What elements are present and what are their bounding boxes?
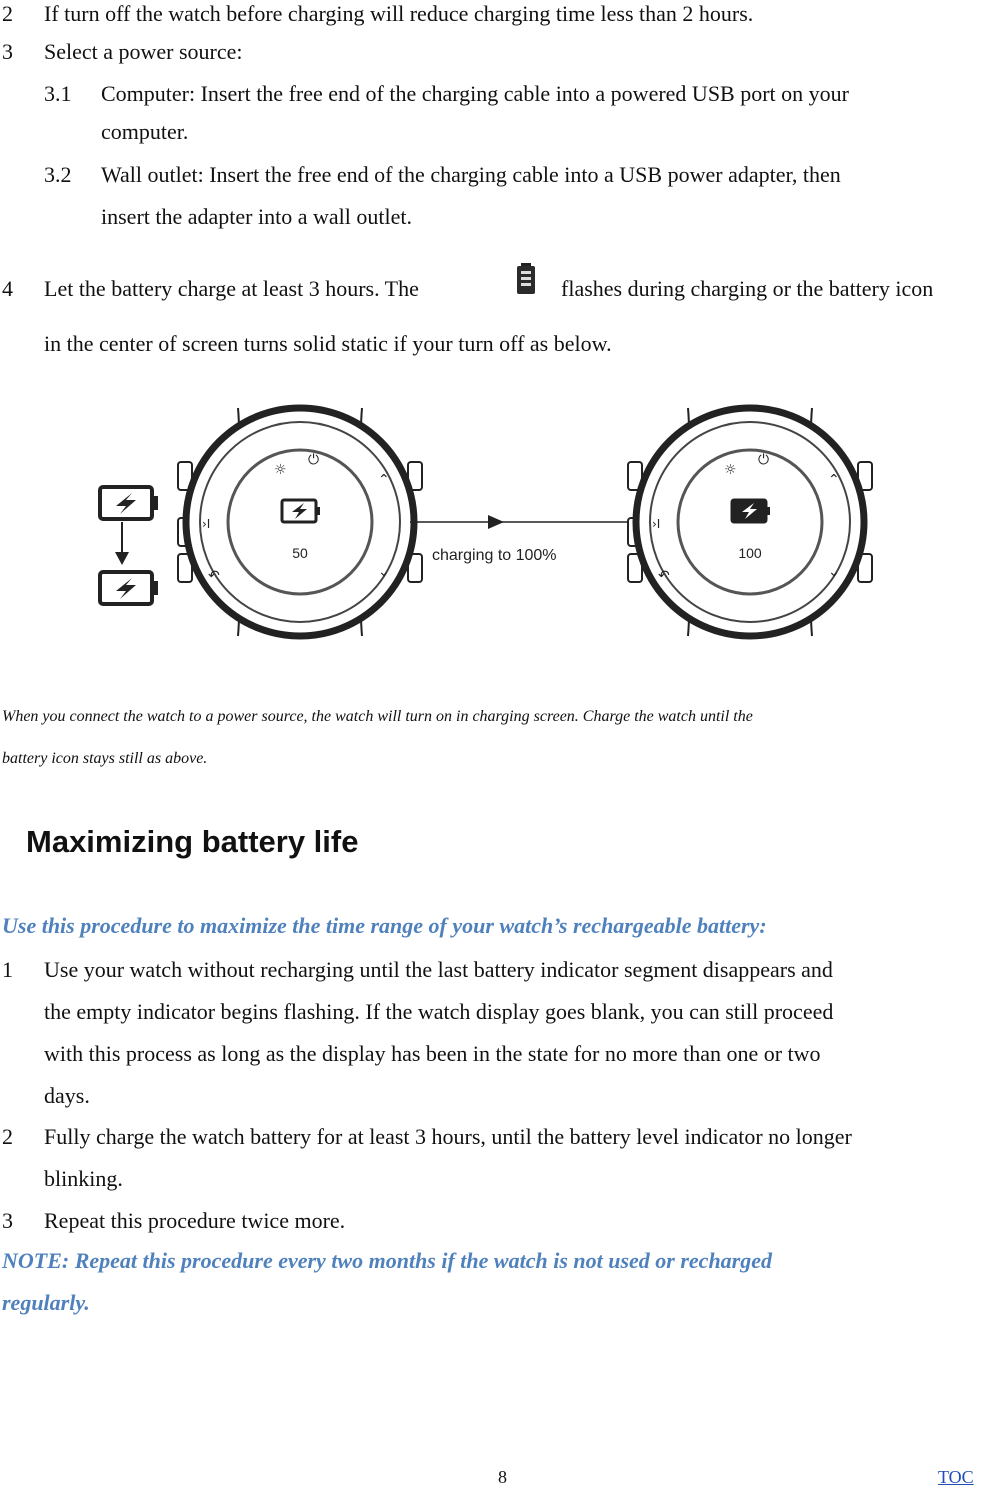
step-text-continued: blinking.: [44, 1166, 123, 1191]
battery-full-icon: [100, 487, 158, 519]
svg-text:⌄: ⌄: [828, 564, 840, 580]
substep-text: Computer: Insert the free end of the charging cable into a powered USB port on your: [101, 81, 849, 106]
svg-text:›I: ›I: [202, 517, 211, 531]
substep-text-continued: computer.: [101, 119, 189, 144]
watch-right: [628, 408, 872, 636]
step-text-continued: with this process as long as the display has been in the state for no more than one or two: [44, 1041, 821, 1066]
step-text: Select a power source:: [44, 39, 243, 64]
battery-icon: [512, 262, 542, 296]
step-number: 2: [2, 1124, 13, 1149]
note-text: NOTE: Repeat this procedure every two months if the watch is not used or recharged: [2, 1248, 772, 1273]
svg-text:⌃: ⌃: [378, 472, 390, 488]
svg-text:⌃: ⌃: [828, 472, 840, 488]
substep-number: 3.2: [44, 162, 72, 187]
charging-label: charging to 100%: [432, 547, 557, 564]
step-number: 4: [2, 276, 13, 301]
svg-text:⏻: ⏻: [758, 452, 770, 468]
step-number: 3: [2, 39, 13, 64]
section-heading: Maximizing battery life: [26, 824, 359, 859]
watch-right-value: 100: [738, 545, 762, 561]
watch-left: [178, 408, 422, 636]
section-intro: Use this procedure to maximize the time range of your watch’s rechargeable battery:: [2, 913, 767, 938]
svg-text:☼: ☼: [724, 462, 737, 478]
svg-text:⏻: ⏻: [308, 452, 320, 468]
step-text: Use your watch without recharging until the last battery indicator segment disappears and: [44, 957, 833, 982]
step-number: 1: [2, 957, 13, 982]
figure-caption-continued: battery icon stays still as above.: [2, 750, 208, 767]
step-text-continued: days.: [44, 1083, 90, 1108]
watch-left-value: 50: [292, 545, 308, 561]
step-text-continued: the empty indicator begins flashing. If the watch display goes blank, you can still proceed: [44, 999, 834, 1024]
figure-caption: When you connect the watch to a power source, the watch will turn on in charging screen. Charge the watch until the: [2, 708, 753, 725]
step-text-continued: flashes during charging or the battery icon: [561, 276, 934, 301]
svg-text:↶: ↶: [658, 568, 670, 584]
watch-left-brand: GlobalSat: [274, 599, 326, 611]
svg-text:↶: ↶: [208, 568, 220, 584]
step-text: Fully charge the watch battery for at least 3 hours, until the battery level indicator no longer: [44, 1124, 852, 1149]
substep-text: Wall outlet: Insert the free end of the charging cable into a USB power adapter, then: [101, 162, 841, 187]
svg-text:⌄: ⌄: [378, 564, 390, 580]
step-number: 3: [2, 1208, 13, 1233]
substep-text-continued: insert the adapter into a wall outlet.: [101, 204, 412, 229]
note-text-continued: regularly.: [2, 1290, 90, 1315]
svg-text:☼: ☼: [274, 462, 287, 478]
svg-text:›I: ›I: [652, 517, 661, 531]
watch-right-brand: GlobalSat: [724, 599, 776, 611]
battery-empty-icon: [100, 572, 158, 604]
step-text: Repeat this procedure twice more.: [44, 1208, 346, 1233]
step-text: If turn off the watch before charging will reduce charging time less than 2 hours.: [44, 1, 754, 26]
step-number: 2: [2, 1, 13, 26]
substep-number: 3.1: [44, 81, 72, 106]
charging-illustration: [90, 400, 890, 645]
step-text-continued: in the center of screen turns solid static if your turn off as below.: [44, 331, 612, 356]
step-text: Let the battery charge at least 3 hours. The: [44, 276, 419, 301]
page-number: 8: [498, 1467, 507, 1487]
toc-link[interactable]: TOC: [938, 1467, 974, 1487]
